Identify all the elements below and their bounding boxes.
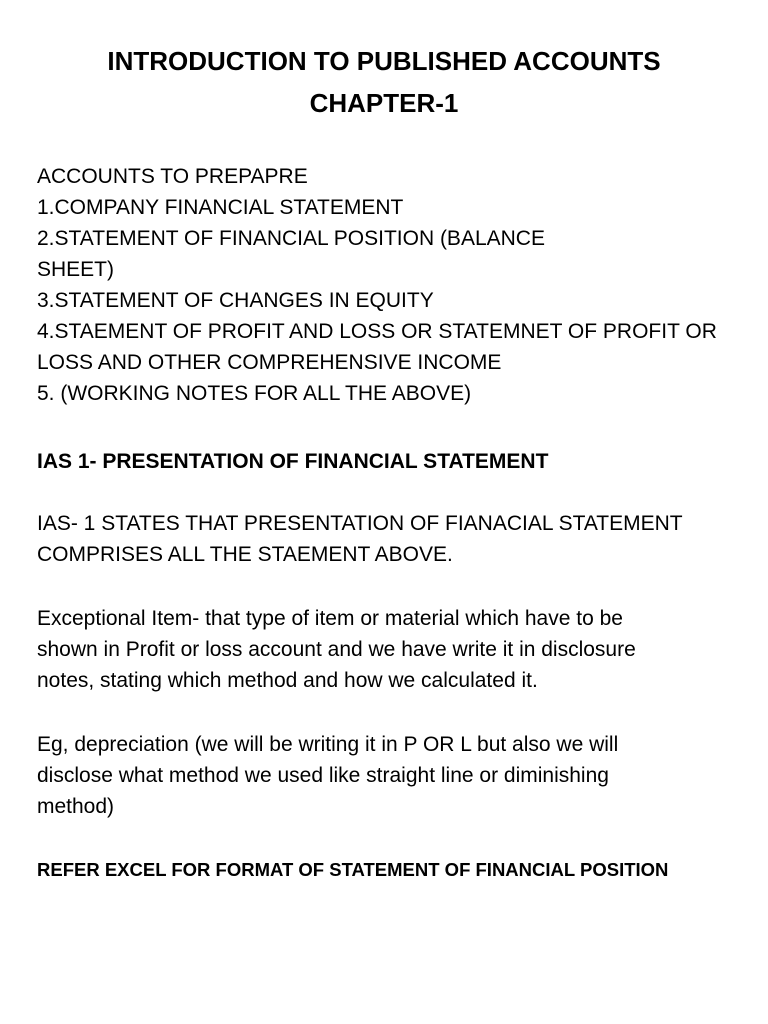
example-paragraph: [37, 729, 737, 822]
exceptional-item-line: Exceptional Item- that type of item or material which have to be: [37, 607, 623, 630]
refer-note: REFER EXCEL FOR FORMAT OF STATEMENT OF FINANCIAL POSITION: [37, 859, 669, 880]
accounts-list-line: 3.STATEMENT OF CHANGES IN EQUITY: [37, 289, 434, 312]
ias-description-line: COMPRISES ALL THE STAEMENT ABOVE.: [37, 543, 453, 566]
exceptional-item-line: shown in Profit or loss account and we have write it in disclosure: [37, 638, 636, 661]
example-line: Eg, depreciation (we will be writing it in P OR L but also we will: [37, 733, 619, 756]
accounts-list: [37, 161, 737, 409]
exceptional-item-paragraph: [37, 603, 737, 696]
ias-description: [37, 508, 737, 570]
accounts-list-line: LOSS AND OTHER COMPREHENSIVE INCOME: [37, 351, 502, 374]
accounts-list-line: 2.STATEMENT OF FINANCIAL POSITION (BALANCE: [37, 227, 545, 250]
accounts-list-line: 1.COMPANY FINANCIAL STATEMENT: [37, 196, 404, 219]
ias-heading: IAS 1- PRESENTATION OF FINANCIAL STATEMENT: [37, 450, 549, 473]
accounts-list-heading: ACCOUNTS TO PREPAPRE: [37, 165, 308, 188]
accounts-list-line: SHEET): [37, 258, 115, 281]
accounts-list-line: 4.STAEMENT OF PROFIT AND LOSS OR STATEMNET OF PROFIT OR: [37, 320, 717, 343]
example-line: disclose what method we used like straight line or diminishing: [37, 764, 609, 787]
title-line-1: INTRODUCTION TO PUBLISHED ACCOUNTS: [107, 46, 661, 76]
document-title: [0, 40, 768, 124]
example-line: method): [37, 795, 115, 818]
accounts-list-line: 5. (WORKING NOTES FOR ALL THE ABOVE): [37, 382, 472, 405]
ias-description-line: IAS- 1 STATES THAT PRESENTATION OF FIANACIAL STATEMENT: [37, 512, 683, 535]
exceptional-item-line: notes, stating which method and how we calculated it.: [37, 669, 538, 692]
title-line-2: CHAPTER-1: [309, 88, 459, 118]
